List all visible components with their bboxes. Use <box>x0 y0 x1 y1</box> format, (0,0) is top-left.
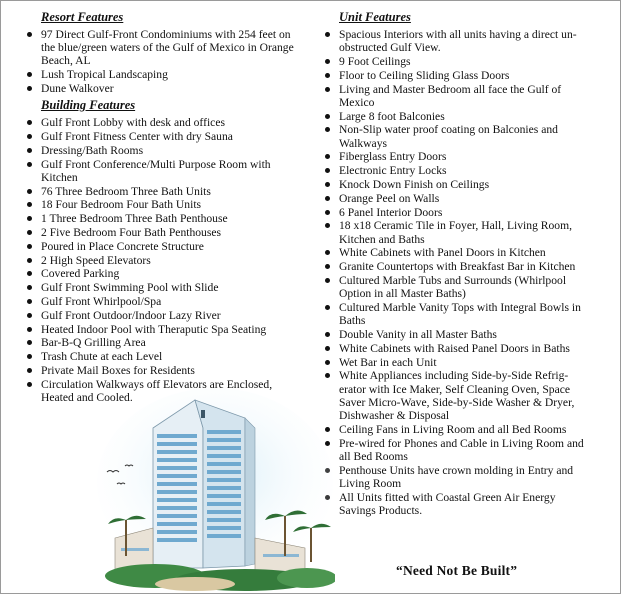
left-column <box>25 10 297 405</box>
list-item: Knock Down Finish on Ceilings <box>323 178 591 191</box>
right-column <box>323 10 591 518</box>
list-item: Fiberglass Entry Doors <box>323 150 591 163</box>
resort-features-heading: Resort Features <box>41 10 124 24</box>
list-item: Gulf Front Swimming Pool with Slide <box>25 281 297 294</box>
list-item: Penthouse Units have crown molding in Entry and Living Room <box>323 464 591 490</box>
tower-illustration <box>95 388 335 593</box>
list-item: Orange Peel on Walls <box>323 192 591 205</box>
list-item: Poured in Place Concrete Structure <box>25 240 297 253</box>
list-item: Gulf Front Whirlpool/Spa <box>25 295 297 308</box>
list-item: Double Vanity in all Master Baths <box>323 328 591 341</box>
list-item: White Appliances including Side-by-Side Refrig-erator with Ice Maker, Self Cleaning Oven, Space Saver Micro-Wave, Side-by-Side Washer & Dryer, Dishwasher & Disposal <box>323 369 591 422</box>
building-features-list <box>25 116 297 404</box>
unit-features-heading: Unit Features <box>339 10 411 24</box>
list-item: Lush Tropical Landscaping <box>25 68 297 81</box>
list-item: White Cabinets with Panel Doors in Kitchen <box>323 246 591 259</box>
list-item: Dune Walkover <box>25 82 297 95</box>
list-item: Electronic Entry Locks <box>323 164 591 177</box>
list-item: 2 High Speed Elevators <box>25 254 297 267</box>
list-item: Dressing/Bath Rooms <box>25 144 297 157</box>
list-item: Gulf Front Fitness Center with dry Sauna <box>25 130 297 143</box>
list-item: 97 Direct Gulf-Front Condominiums with 254 feet on the blue/green waters of the Gulf of Mexico in Orange Beach, AL <box>25 28 297 68</box>
list-item: 18 Four Bedroom Four Bath Units <box>25 198 297 211</box>
unit-features-list <box>323 28 591 517</box>
list-item: White Cabinets with Raised Panel Doors in Baths <box>323 342 591 355</box>
list-item: Large 8 foot Balconies <box>323 110 591 123</box>
list-item: Living and Master Bedroom all face the Gulf of Mexico <box>323 83 591 109</box>
list-item: Circulation Walkways off Elevators are Enclosed, Heated and Cooled. <box>25 378 297 404</box>
list-item: Covered Parking <box>25 267 297 280</box>
list-item: Bar-B-Q Grilling Area <box>25 336 297 349</box>
list-item: 6 Panel Interior Doors <box>323 206 591 219</box>
list-item: Spacious Interiors with all units having a direct un-obstructed Gulf View. <box>323 28 591 54</box>
list-item: 2 Five Bedroom Four Bath Penthouses <box>25 226 297 239</box>
resort-features-list <box>25 28 297 95</box>
list-item: Non-Slip water proof coating on Balconies and Walkways <box>323 123 591 149</box>
list-item: 18 x18 Ceramic Tile in Foyer, Hall, Living Room, Kitchen and Baths <box>323 219 591 245</box>
list-item: All Units fitted with Coastal Green Air Energy Savings Products. <box>323 491 591 517</box>
list-item: Pre-wired for Phones and Cable in Living Room and all Bed Rooms <box>323 437 591 463</box>
list-item: Granite Countertops with Breakfast Bar in Kitchen <box>323 260 591 273</box>
list-item: Gulf Front Lobby with desk and offices <box>25 116 297 129</box>
list-item: Trash Chute at each Level <box>25 350 297 363</box>
list-item: Ceiling Fans in Living Room and all Bed Rooms <box>323 423 591 436</box>
list-item: 76 Three Bedroom Three Bath Units <box>25 185 297 198</box>
list-item: 1 Three Bedroom Three Bath Penthouse <box>25 212 297 225</box>
list-item: 9 Foot Ceilings <box>323 55 591 68</box>
list-item: Heated Indoor Pool with Theraputic Spa Seating <box>25 323 297 336</box>
list-item: Wet Bar in each Unit <box>323 356 591 369</box>
list-item: Private Mail Boxes for Residents <box>25 364 297 377</box>
list-item: Gulf Front Conference/Multi Purpose Room with Kitchen <box>25 158 297 184</box>
building-features-heading: Building Features <box>41 98 136 113</box>
tagline: “Need Not Be Built” <box>396 563 518 578</box>
list-item: Cultured Marble Vanity Tops with Integral Bowls in Baths <box>323 301 591 327</box>
list-item: Floor to Ceiling Sliding Glass Doors <box>323 69 591 82</box>
list-item: Gulf Front Outdoor/Indoor Lazy River <box>25 309 297 322</box>
list-item: Cultured Marble Tubs and Surrounds (Whirlpool Option in all Master Baths) <box>323 274 591 300</box>
tower-building <box>153 400 255 568</box>
